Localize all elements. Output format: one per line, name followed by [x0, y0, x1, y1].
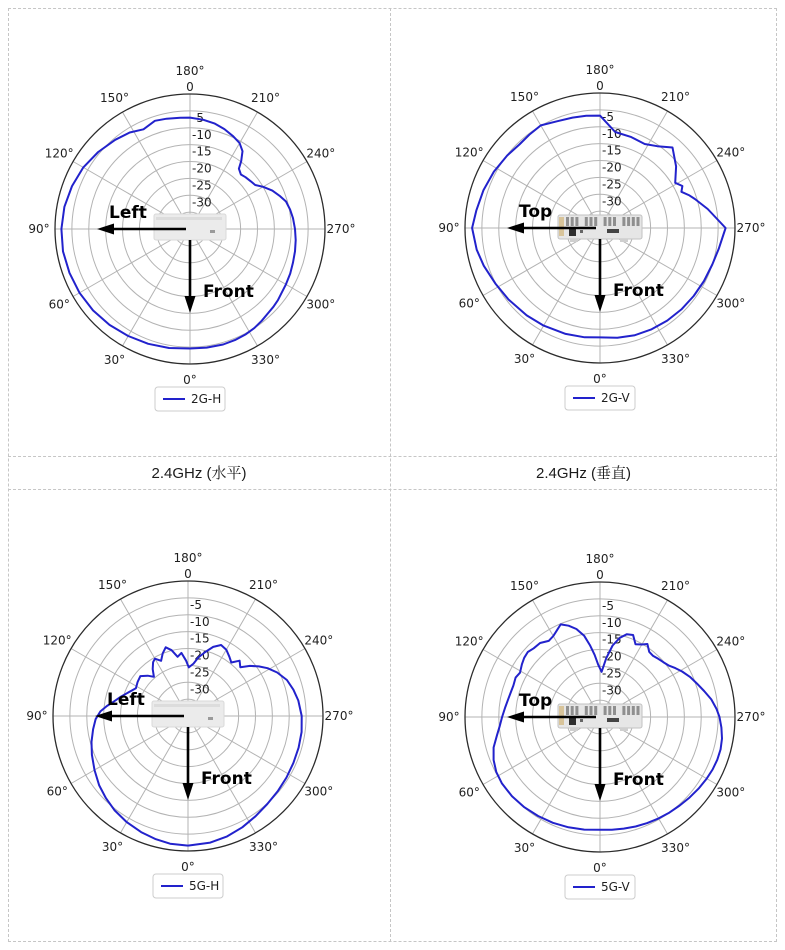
radial-tick-label: -30	[602, 683, 622, 698]
radial-tick-label: -25	[602, 177, 622, 192]
radial-tick-label: 0	[596, 79, 604, 93]
device-vent	[627, 217, 630, 226]
device-vent	[571, 706, 574, 715]
device-vent	[590, 217, 593, 226]
angle-tick-label: 270°	[326, 222, 356, 236]
device-vent	[613, 217, 616, 226]
polar-spoke	[121, 716, 189, 833]
device-smudge	[154, 704, 220, 707]
caption-2g-vertical	[390, 457, 777, 488]
angle-tick-label: 150°	[100, 91, 129, 106]
angle-tick-label: 210°	[251, 91, 280, 106]
polar-chart-2g-h	[8, 8, 390, 456]
radial-tick-label: -20	[602, 160, 622, 175]
plot-3-svg	[390, 489, 777, 942]
device-foot	[620, 239, 628, 242]
angle-tick-label: 0°	[183, 373, 197, 387]
device-mark	[210, 230, 215, 233]
radial-tick-label: 0	[184, 567, 192, 581]
plot-1-svg	[390, 8, 777, 456]
device-slot	[607, 229, 619, 233]
angle-tick-label: 240°	[306, 146, 336, 161]
angle-tick-label: 270°	[736, 710, 766, 724]
angle-tick-label: 180°	[585, 552, 615, 566]
angle-tick-label: 0°	[181, 860, 195, 874]
device-vent	[571, 217, 574, 226]
angle-tick-label: 150°	[510, 579, 539, 594]
device-vent	[637, 706, 640, 715]
legend-label: 5G-V	[601, 880, 630, 894]
radial-tick-label: -20	[190, 648, 210, 663]
angle-tick-label: 150°	[98, 578, 127, 593]
radial-tick-label: -15	[190, 631, 210, 646]
radial-tick-label: -25	[602, 666, 622, 681]
radial-tick-label: -15	[602, 143, 622, 158]
legend-box	[565, 386, 635, 410]
radial-tick-label: -30	[192, 195, 212, 210]
arrowhead-icon	[185, 296, 196, 313]
side-arrow-label: Left	[109, 203, 147, 223]
radial-tick-label: -25	[190, 665, 210, 680]
front-arrow-label: Front	[203, 282, 254, 302]
device-top-view	[154, 214, 226, 240]
radial-tick-label: -10	[192, 127, 212, 142]
device-foot	[570, 239, 578, 242]
radial-tick-label: -15	[192, 144, 212, 159]
side-arrow-label: Left	[107, 690, 145, 710]
device-vent	[566, 217, 569, 226]
angle-tick-label: 150°	[510, 90, 539, 105]
polar-chart-2g-v	[390, 8, 777, 456]
radial-tick-label: -10	[602, 126, 622, 141]
device-button	[580, 719, 583, 722]
angle-tick-label: 240°	[716, 634, 746, 649]
angle-tick-label: 90°	[26, 709, 48, 723]
side-arrow-label: Top	[519, 691, 553, 711]
angle-tick-label: 120°	[454, 145, 484, 160]
device-vent	[585, 706, 588, 715]
angle-tick-label: 330°	[249, 839, 278, 854]
caption-text: 2.4GHz (垂直)	[535, 465, 631, 482]
legend-box	[155, 387, 225, 411]
angle-tick-label: 0°	[593, 861, 607, 875]
device-accent	[559, 217, 564, 236]
plot-0-svg	[8, 8, 390, 456]
device-vent	[585, 217, 588, 226]
legend-label: 5G-H	[189, 879, 220, 893]
angle-tick-label: 90°	[438, 710, 460, 724]
arrowhead-icon	[595, 784, 606, 801]
angle-tick-label: 330°	[661, 351, 690, 366]
angle-tick-label: 270°	[324, 709, 354, 723]
radial-tick-label: -5	[192, 110, 204, 125]
side-arrow-label: Top	[519, 202, 553, 222]
angle-tick-label: 210°	[661, 579, 690, 594]
angle-tick-label: 90°	[28, 222, 50, 236]
arrowhead-icon	[183, 783, 194, 800]
radial-tick-label: -5	[602, 598, 614, 613]
device-slot	[607, 718, 619, 722]
radial-tick-label: 0	[186, 80, 194, 94]
device-vent	[594, 217, 597, 226]
device-vent	[622, 217, 625, 226]
device-vent	[575, 706, 578, 715]
angle-tick-label: 120°	[44, 146, 74, 161]
device-smudge	[156, 217, 222, 220]
device-vent	[575, 217, 578, 226]
device-vent	[613, 706, 616, 715]
legend-label: 2G-H	[191, 392, 222, 406]
device-vent	[632, 706, 635, 715]
angle-tick-label: 120°	[42, 633, 72, 648]
angle-tick-label: 90°	[438, 221, 460, 235]
radial-tick-label: -15	[602, 632, 622, 647]
polar-chart-5g-v	[390, 489, 777, 942]
front-arrow-label: Front	[613, 770, 664, 790]
device-vent	[608, 217, 611, 226]
device-mark	[208, 717, 213, 720]
angle-tick-label: 300°	[716, 296, 746, 311]
radial-tick-label: 0	[596, 568, 604, 582]
radial-tick-label: -5	[602, 109, 614, 124]
caption-2g-horizontal	[8, 457, 390, 488]
angle-tick-label: 60°	[458, 785, 480, 800]
angle-tick-label: 240°	[304, 633, 334, 648]
front-arrow-label: Front	[201, 769, 252, 789]
radial-tick-label: -30	[602, 194, 622, 209]
angle-tick-label: 30°	[513, 351, 536, 366]
angle-tick-label: 270°	[736, 221, 766, 235]
angle-tick-label: 180°	[175, 64, 205, 78]
angle-tick-label: 330°	[661, 840, 690, 855]
polar-spoke	[123, 229, 191, 346]
device-vent	[632, 217, 635, 226]
angle-tick-label: 60°	[458, 296, 480, 311]
front-arrow-label: Front	[613, 281, 664, 301]
plot-2-svg	[8, 489, 390, 942]
device-accent	[559, 706, 564, 725]
angle-tick-label: 240°	[716, 145, 746, 160]
angle-tick-label: 60°	[48, 297, 70, 312]
angle-tick-label: 300°	[716, 785, 746, 800]
legend-label: 2G-V	[601, 391, 630, 405]
device-top-view	[152, 701, 224, 727]
angle-tick-label: 210°	[661, 90, 690, 105]
radial-tick-label: -25	[192, 178, 212, 193]
angle-tick-label: 180°	[585, 63, 615, 77]
radial-tick-label: -10	[190, 614, 210, 629]
device-vent	[604, 706, 607, 715]
polar-spoke	[533, 717, 601, 834]
device-vent	[627, 706, 630, 715]
device-vent	[566, 706, 569, 715]
device-vent	[637, 217, 640, 226]
angle-tick-label: 30°	[103, 352, 126, 367]
device-vent	[608, 706, 611, 715]
angle-tick-label: 300°	[306, 297, 336, 312]
device-vent	[622, 706, 625, 715]
legend-box	[565, 875, 635, 899]
angle-tick-label: 120°	[454, 634, 484, 649]
polar-spoke	[533, 228, 601, 345]
radial-tick-label: -30	[190, 682, 210, 697]
angle-tick-label: 60°	[46, 784, 68, 799]
arrowhead-icon	[595, 295, 606, 312]
angle-tick-label: 30°	[513, 840, 536, 855]
radial-tick-label: -5	[190, 597, 202, 612]
radial-tick-label: -20	[602, 649, 622, 664]
angle-tick-label: 300°	[304, 784, 334, 799]
device-vent	[590, 706, 593, 715]
polar-chart-5g-h	[8, 489, 390, 942]
device-vent	[594, 706, 597, 715]
angle-tick-label: 330°	[251, 352, 280, 367]
radial-tick-label: -10	[602, 615, 622, 630]
angle-tick-label: 0°	[593, 372, 607, 386]
radial-tick-label: -20	[192, 161, 212, 176]
caption-text: 2.4GHz (水平)	[151, 465, 247, 482]
device-button	[580, 230, 583, 233]
device-vent	[604, 217, 607, 226]
device-foot	[620, 728, 628, 731]
device-foot	[570, 728, 578, 731]
angle-tick-label: 30°	[101, 839, 124, 854]
angle-tick-label: 210°	[249, 578, 278, 593]
angle-tick-label: 180°	[173, 551, 203, 565]
legend-box	[153, 874, 223, 898]
